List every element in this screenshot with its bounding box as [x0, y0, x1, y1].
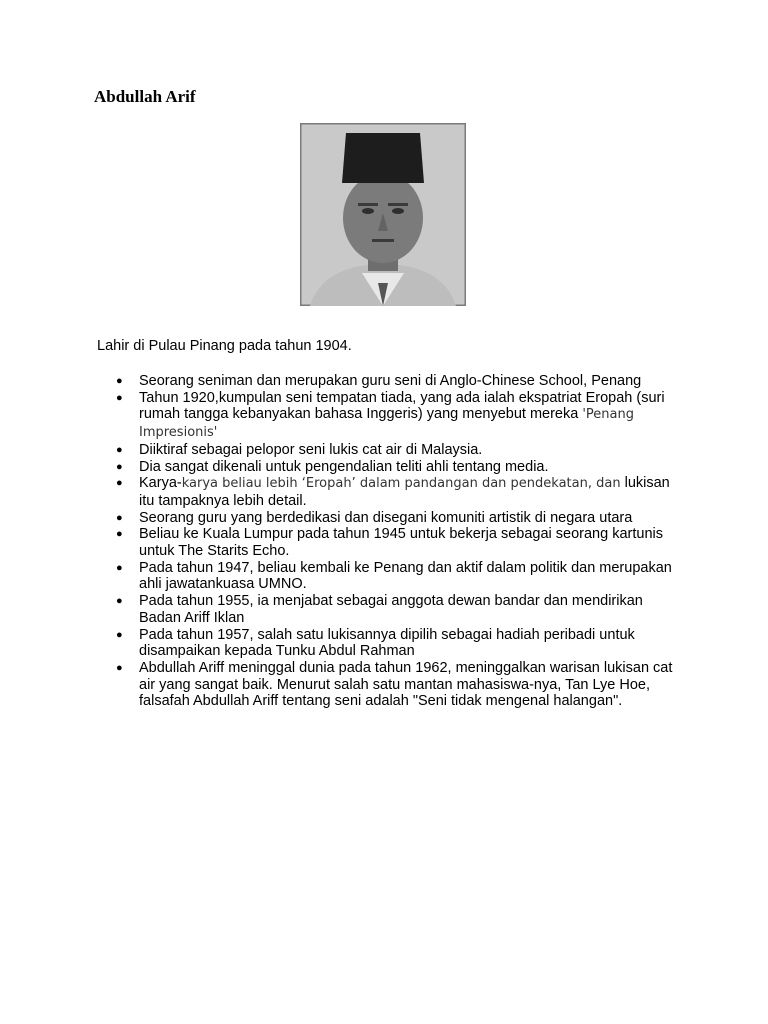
- list-item: ● Karya-karya beliau lebih ‘Eropah’ dalam pandangan dan pendekatan, dan lukisan itu tampaknya lebih detail.: [116, 475, 670, 509]
- list-item: ● Abdullah Ariff meninggal dunia pada tahun 1962, meninggalkan warisan lukisan cat air yang sangat baik. Menurut salah satu mantan mahasiswa-nya, Tan Lye Hoe, falsafah Abdullah Ariff tentang seni adalah "Seni tidak mengenal halangan".: [116, 659, 673, 710]
- portrait-photo: [300, 123, 466, 306]
- bullet-icon: ●: [116, 477, 123, 490]
- bullet-icon: ●: [116, 595, 123, 608]
- list-item: ● Pada tahun 1957, salah satu lukisannya dipilih sebagai hadiah peribadi untuk disampaikan kepada Tunku Abdul Rahman: [116, 626, 635, 660]
- list-item: ● Diiktiraf sebagai pelopor seni lukis cat air di Malaysia.: [116, 441, 483, 458]
- intro-paragraph: Lahir di Pulau Pinang pada tahun 1904.: [97, 338, 352, 354]
- bullet-icon: ●: [116, 375, 123, 387]
- bullet-icon: ●: [116, 661, 123, 674]
- list-item: ● Pada tahun 1947, beliau kembali ke Penang dan aktif dalam politik dan merupakan ahli jawatankuasa UMNO.: [116, 559, 672, 593]
- list-item: ● Seorang seniman dan merupakan guru seni di Anglo-Chinese School, Penang: [116, 373, 642, 389]
- bullet-icon: ●: [116, 561, 123, 574]
- document-title: Abdullah Arif: [94, 87, 196, 106]
- bullet-icon: ●: [116, 443, 123, 456]
- bullet-icon: ●: [116, 628, 123, 641]
- facts-list: [114, 373, 684, 710]
- bullet-icon: ●: [116, 528, 123, 541]
- list-item: ● Beliau ke Kuala Lumpur pada tahun 1945 untuk bekerja sebagai seorang kartunis untuk The Starits Echo.: [116, 526, 663, 560]
- list-item: ● Seorang guru yang berdedikasi dan disegani komuniti artistik di negara utara: [116, 509, 633, 526]
- list-item: ● Pada tahun 1955, ia menjabat sebagai anggota dewan bandar dan mendirikan Badan Ariff Iklan: [116, 593, 643, 626]
- list-item: ● Tahun 1920,kumpulan seni tempatan tiada, yang ada ialah ekspatriat Eropah (suri rumah tangga kebanyakan bahasa Inggeris) yang menyebut mereka 'Penang Impresionis': [116, 389, 665, 441]
- bullet-icon: ●: [116, 511, 123, 524]
- bullet-icon: ●: [116, 460, 123, 473]
- bullet-icon: ●: [116, 391, 123, 404]
- list-item: ● Dia sangat dikenali untuk pengendalian teliti ahli tentang media.: [116, 458, 549, 475]
